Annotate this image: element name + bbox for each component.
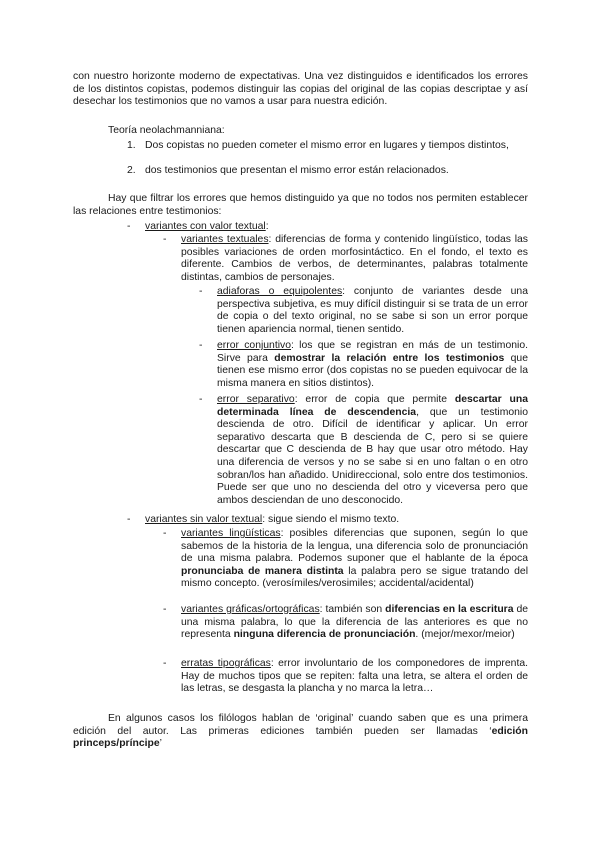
graficas-bold-1: diferencias en la escritura <box>385 604 514 615</box>
bullet-dash: - <box>163 604 167 615</box>
linguisticas-text-1: : posibles diferencias que suponen, según lo que sabemos de la historia de la lengua, una diferencia solo de pronunciación de una misma palabra. Podemos suponer que el hablante de la época <box>181 528 528 565</box>
graficas-bold-2: ninguna diferencia de pronunciación <box>233 629 416 641</box>
conjuntivo-paragraph <box>217 340 528 390</box>
separativo-text-1: : error de copia que permite <box>294 394 455 405</box>
bullet-dash: - <box>199 394 203 405</box>
adiaforas-term: adiaforas o equipolentes <box>217 286 343 297</box>
conjuntivo-term: error conjuntivo <box>217 340 292 351</box>
sin-valor-text: : sigue siendo el mismo texto. <box>262 514 400 525</box>
theory-item-1: Dos copistas no pueden cometer el mismo error en lugares y tiempos distintos, <box>145 140 509 151</box>
bullet-dash: - <box>199 286 203 297</box>
bullet-dash: - <box>163 528 167 539</box>
bullet-dash: - <box>127 514 131 525</box>
theory-item-2: dos testimonios que presentan el mismo error están relacionados. <box>145 165 449 176</box>
sin-valor-term: variantes sin valor textual <box>145 514 263 525</box>
theory-title: Teoría neolachmanniana: <box>108 125 225 136</box>
con-valor-heading <box>145 221 269 234</box>
separativo-bold: descartar una determinada línea de descendencia <box>217 394 528 418</box>
intro-text: con nuestro horizonte moderno de expectativas. Una vez distinguidos e identificados los errores de los distintos copistas, podemos distinguir las copias del original de las copias descriptae y así desechar los testimonios que no vamos a usar para nuestra edición. <box>73 71 528 108</box>
linguisticas-term: variantes lingüísticas <box>181 528 281 539</box>
bullet-dash: - <box>163 234 167 245</box>
con-valor-colon: : <box>265 221 269 232</box>
separativo-term: error separativo <box>217 394 295 405</box>
textuales-paragraph <box>181 234 528 284</box>
closing-text-2: ’ <box>159 738 162 750</box>
closing-bold: edición princeps/príncipe <box>73 725 528 750</box>
linguisticas-text-2: la palabra pero se sigue tratando del mismo concepto. (verosímiles/verosimiles; accidental/acidental) <box>181 565 529 590</box>
erratas-term: erratas tipográficas <box>181 658 271 669</box>
closing-paragraph <box>73 713 528 751</box>
conjuntivo-text-2: que tienen ese mismo error (dos copistas no se pueden equivocar de la misma manera en sitios distintos). <box>217 352 528 389</box>
erratas-text: : error involuntario de los componedores de imprenta. Hay de muchos tipos que se repiten: falta una letra, se altera el orden de las letras, se desgasta la plancha y no marca la letra… <box>181 658 528 695</box>
linguisticas-bold: pronunciaba de manera distinta <box>181 565 344 577</box>
filter-paragraph: Hay que filtrar los errores que hemos distinguido ya que no todos nos permiten establecer las relaciones entre testimonios: <box>73 193 528 217</box>
separativo-text-2: , que un testimonio descienda de otro. Difícil de identificar y aplicar. Un error separativo descarta que B descienda de C, pero si se quiere descartar que C descienda de B hay que usar otro método. Hay una diferencia de versos y no se sabe si en uno faltan o en otro sobran/los han añadido. Unidireccional, solo entre dos testimonios. Puede ser que uno no descienda del otro y viceversa pero que ambos desciendan de uno desconocido. <box>217 406 528 506</box>
bullet-dash: - <box>163 658 167 669</box>
adiaforas-text: : conjunto de variantes desde una perspectiva subjetiva, es muy difícil distinguir si se trata de un error de copia o del texto original, no se sabe si son un error porque tienen apariencia normal, tienen sentido. <box>217 286 528 335</box>
separativo-paragraph <box>217 394 528 507</box>
intro-paragraph <box>73 71 528 109</box>
theory-item-1-number: 1. <box>127 140 136 151</box>
graficas-text-1: : también son <box>319 604 386 615</box>
bullet-dash: - <box>127 221 131 232</box>
con-valor-term: variantes con valor textual <box>145 221 266 232</box>
graficas-text-2: de una misma palabra, lo que la diferencia de las anteriores es que no representa <box>181 604 528 641</box>
graficas-term: variantes gráficas/ortográficas <box>181 604 320 615</box>
sin-valor-heading <box>145 514 528 527</box>
textuales-text: : diferencias de forma y contenido lingüístico, todas las posibles variaciones de orden morfosintáctico. En el fondo, el texto es diferente. Cambios de verbos, de determinantes, palabras totalmente distintas, cambios de personajes. <box>181 234 528 283</box>
bullet-dash: - <box>199 340 203 351</box>
linguisticas-paragraph <box>181 528 528 591</box>
graficas-text-3: . (mejor/mexor/meior) <box>415 629 515 641</box>
textuales-term: variantes textuales <box>181 234 269 245</box>
closing-text-1: En algunos casos los filólogos hablan de ‘original’ cuando saben que es una primera edición del autor. Las primeras ediciones también pueden ser llamadas ‘ <box>73 713 528 737</box>
theory-item-2-number: 2. <box>127 165 136 176</box>
adiaforas-paragraph <box>217 286 528 336</box>
conjuntivo-text-1: : los que se registran en más de un testimonio. Sirve para <box>217 340 528 364</box>
erratas-paragraph <box>181 658 528 696</box>
conjuntivo-bold: demostrar la relación entre los testimonios <box>274 352 505 364</box>
graficas-paragraph <box>181 604 528 642</box>
